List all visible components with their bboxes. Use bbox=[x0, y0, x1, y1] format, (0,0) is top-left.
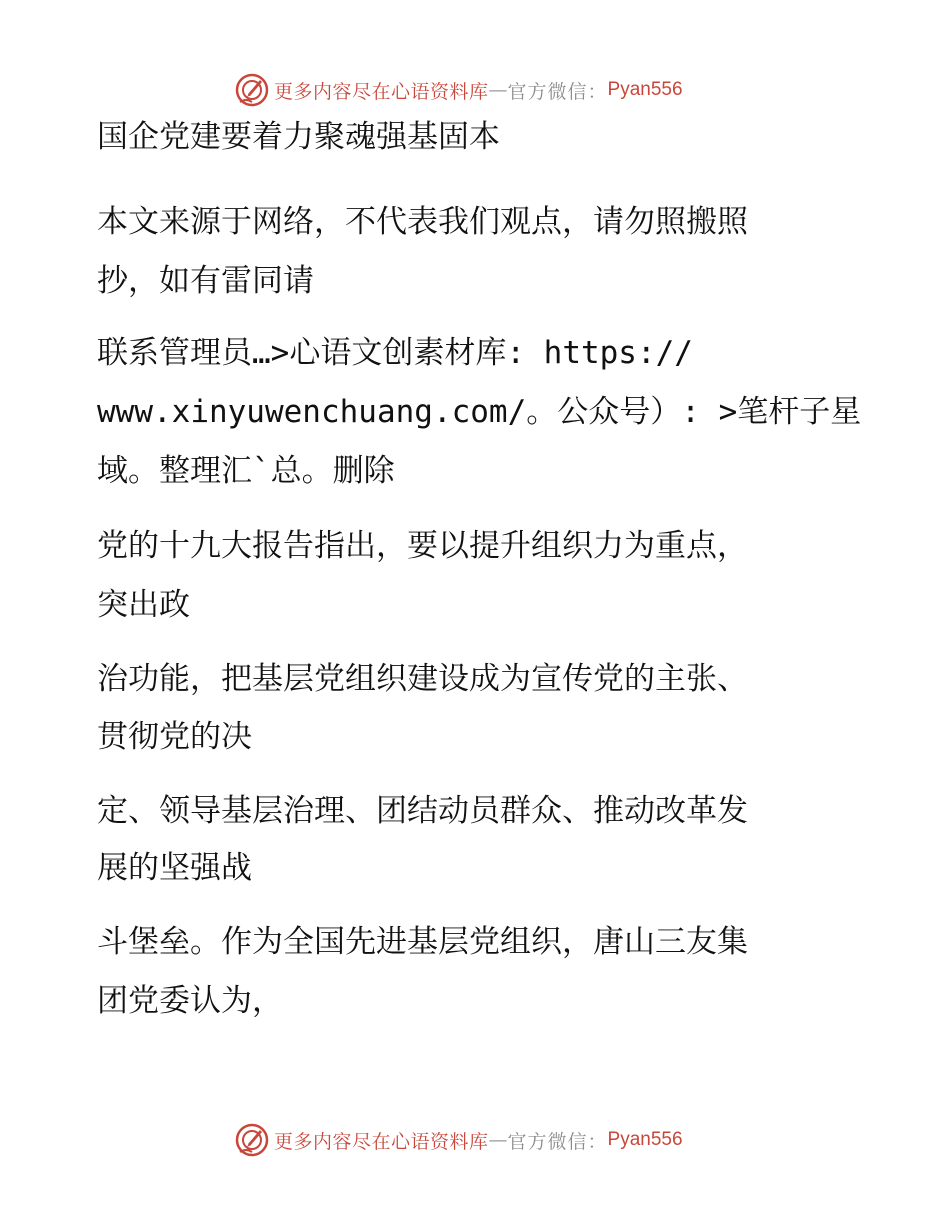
banner-separator: — bbox=[488, 79, 508, 101]
document-title: 国企党建要着力聚魂强基固本 bbox=[97, 119, 500, 155]
text-line: 域。整理汇`总。删除 bbox=[97, 453, 395, 489]
banner-title: 更多内容尽在心语资料库 bbox=[274, 80, 489, 103]
text-line: 展的坚强战 bbox=[97, 850, 252, 886]
brand-logo-icon bbox=[234, 1122, 270, 1158]
text-line: 抄，如有雷同请 bbox=[97, 263, 314, 299]
text-line: 斗堡垒。作为全国先进基层党组织，唐山三友集 bbox=[97, 924, 748, 960]
text-line: 党的十九大报告指出，要以提升组织力为重点， bbox=[97, 528, 748, 564]
banner-wechat-label: 官方微信： bbox=[507, 1130, 608, 1153]
text-line: 治功能，把基层党组织建设成为宣传党的主张、 bbox=[97, 661, 748, 697]
text-line: 团党委认为， bbox=[97, 983, 283, 1019]
banner-wechat-id: Pyan556 bbox=[607, 79, 683, 100]
text-line: 突出政 bbox=[97, 587, 190, 623]
text-line: 本文来源于网络，不代表我们观点，请勿照搬照 bbox=[97, 204, 748, 240]
banner-wechat-id: Pyan556 bbox=[607, 1129, 683, 1150]
footer-watermark-banner bbox=[234, 1120, 714, 1160]
banner-title: 更多内容尽在心语资料库 bbox=[274, 1130, 489, 1153]
text-line: 贯彻党的决 bbox=[97, 719, 252, 755]
header-watermark-banner bbox=[234, 70, 714, 110]
brand-logo-icon bbox=[234, 72, 270, 108]
text-line: 定、领导基层治理、团结动员群众、推动改革发 bbox=[97, 793, 748, 829]
banner-wechat-label: 官方微信： bbox=[507, 80, 608, 103]
banner-separator: — bbox=[488, 1129, 508, 1151]
text-line: www.xinyuwenchuang.com/。公众号）: >笔杆子星 bbox=[97, 394, 862, 430]
text-line: 联系管理员…>心语文创素材库: https:// bbox=[97, 335, 693, 371]
